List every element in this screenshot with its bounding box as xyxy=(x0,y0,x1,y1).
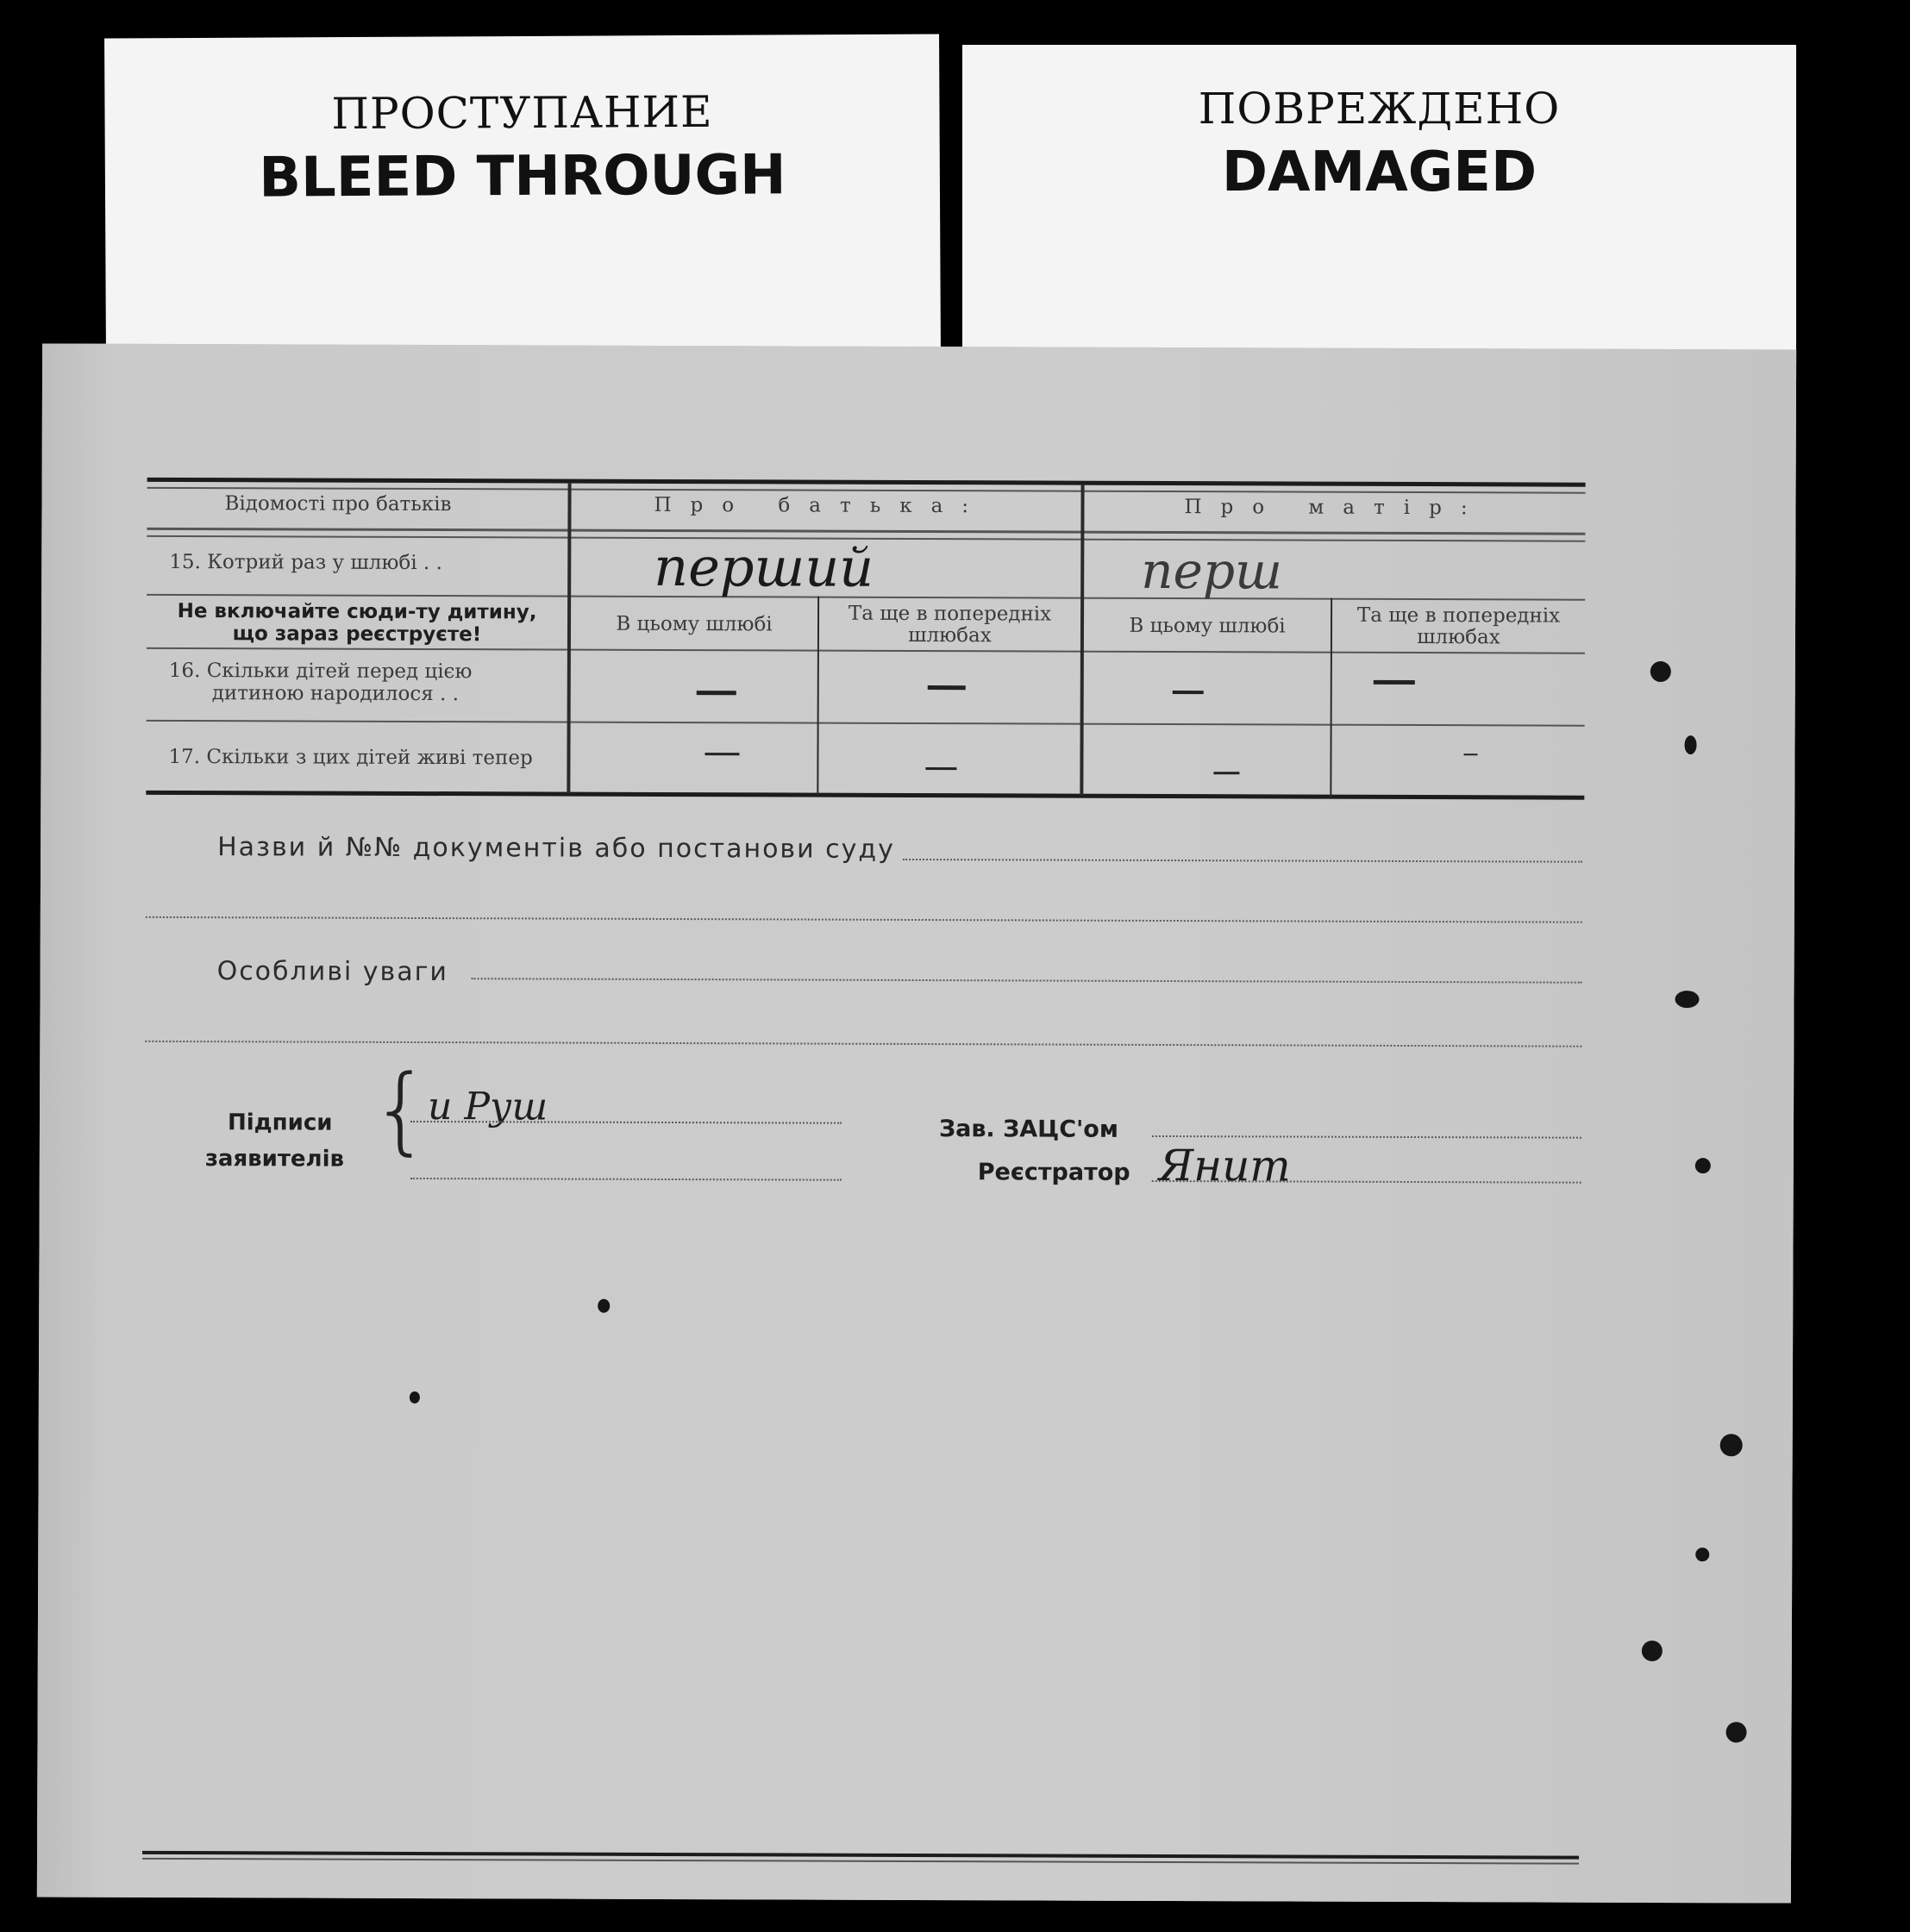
zags-head-label: Зав. ЗАЦС'ом xyxy=(938,1116,1119,1143)
row15-label: 15. Котрий раз у шлюбі . . xyxy=(169,550,442,575)
row16-mother-dash xyxy=(1173,691,1204,694)
remarks-label: Особливі уваги xyxy=(216,956,448,988)
row17-label: 17. Скільки з цих дітей живі тепер xyxy=(168,745,533,770)
row17-father-prev-dash xyxy=(925,767,956,770)
row16-father-prev-dash xyxy=(928,685,966,690)
registrar-label: Реєстратор xyxy=(977,1159,1130,1186)
punch-hole xyxy=(1725,1722,1746,1742)
punch-hole xyxy=(1720,1434,1743,1456)
punch-hole xyxy=(1675,991,1699,1008)
damaged-flag xyxy=(962,45,1796,353)
mother-prev-marriages-header-2: шлюбах xyxy=(1417,626,1500,649)
registrar-signature-handwritten: Янит xyxy=(1158,1140,1291,1191)
punch-hole xyxy=(1642,1641,1663,1661)
bleed-through-flag xyxy=(104,34,941,355)
flag-ru-text: ПРОСТУПАНИЕ xyxy=(331,86,713,140)
father-this-marriage-header: В цьому шлюбі xyxy=(616,612,773,636)
document-sheet xyxy=(37,343,1796,1903)
flag-en-text: DAMAGED xyxy=(1221,141,1537,204)
flag-ru-text: ПОВРЕЖДЕНО xyxy=(1198,84,1561,134)
father-prev-marriages-header-2: шлюбах xyxy=(908,623,992,647)
applicants-signatures-label-1: Підписи xyxy=(227,1110,333,1136)
documents-label: Назви й №№ документів або постанови суду xyxy=(217,832,895,865)
row17-mother-dash xyxy=(1213,772,1239,774)
punch-hole xyxy=(1650,661,1671,682)
father-prev-marriages-header-1: Та ще в попередніх xyxy=(848,602,1052,626)
mother-prev-marriages-header-1: Та ще в попередніх xyxy=(1356,603,1561,628)
applicant-signature-handwritten: и Руш xyxy=(427,1085,548,1129)
damage-spot xyxy=(598,1299,610,1313)
header-about-mother: Про матір: xyxy=(1184,496,1487,520)
row15-father-handwritten: перший xyxy=(654,535,874,599)
punch-hole xyxy=(1695,1547,1709,1561)
applicants-brace: { xyxy=(370,1054,432,1166)
note-line2: що зараз реєструєте! xyxy=(232,622,482,647)
row16-father-dash xyxy=(697,691,736,695)
punch-hole xyxy=(1695,1158,1711,1173)
row17-father-dash xyxy=(705,753,739,755)
header-about-father: Про батька: xyxy=(654,493,988,518)
row16-label-1: 16. Скільки дітей перед цією xyxy=(168,659,473,684)
punch-hole xyxy=(1684,735,1696,754)
row16-mother-prev-dash xyxy=(1374,680,1415,685)
header-parents-info: Відомості про батьків xyxy=(224,492,452,516)
flag-en-text: BLEED THROUGH xyxy=(259,143,786,210)
note-line1: Не включайте сюди-ту дитину, xyxy=(177,600,537,624)
damage-spot xyxy=(410,1391,420,1404)
applicants-signatures-label-2: заявителів xyxy=(204,1146,345,1172)
mother-this-marriage-header: В цьому шлюбі xyxy=(1129,614,1286,638)
row17-mother-prev-dash xyxy=(1463,753,1477,755)
row15-mother-handwritten: перш xyxy=(1141,541,1283,601)
row16-label-2: дитиною народилося . . xyxy=(211,682,460,706)
